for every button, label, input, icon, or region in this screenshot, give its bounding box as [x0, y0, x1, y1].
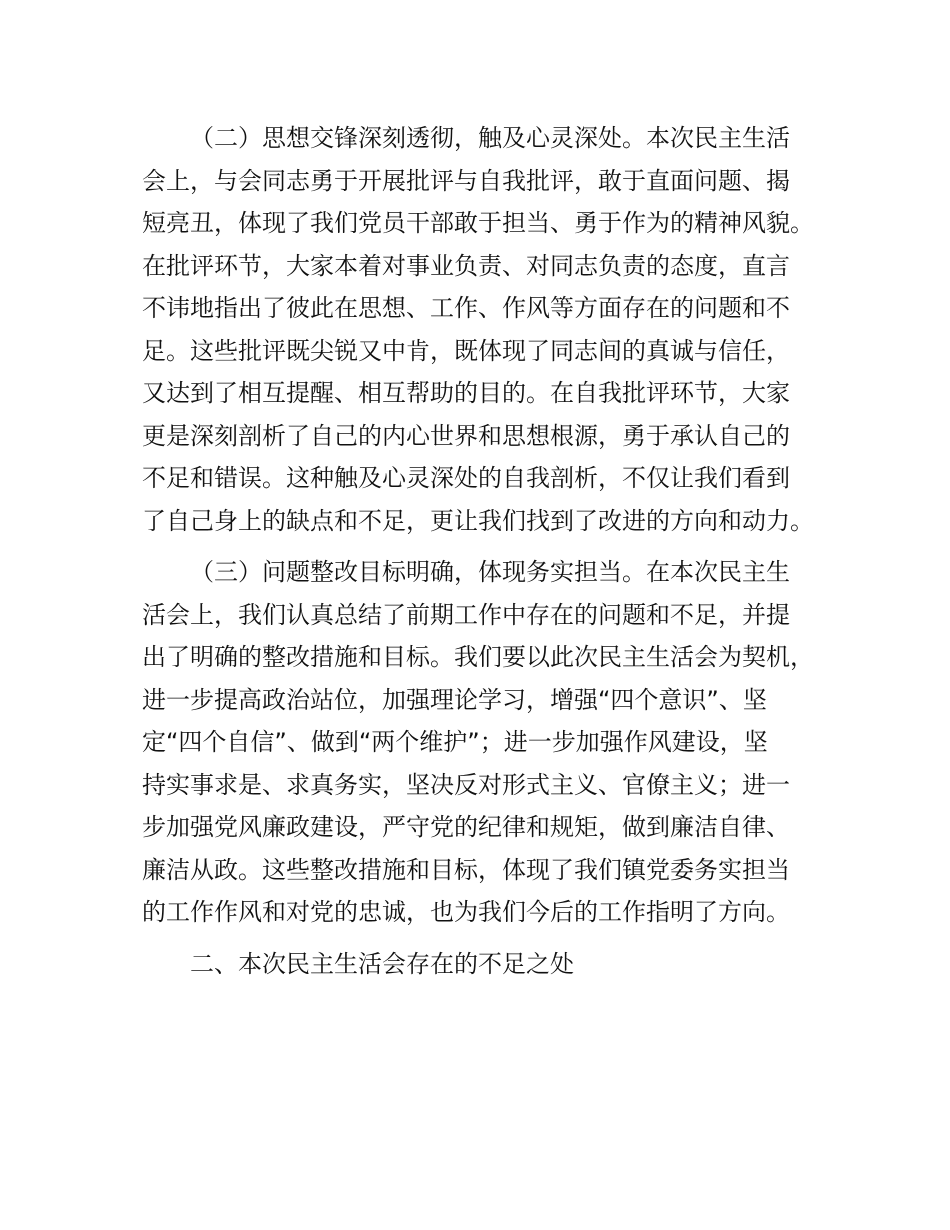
text-line: 不讳地指出了彼此在思想、工作、作风等方面存在的问题和不: [142, 294, 790, 322]
text-line: 在批评环节，大家本着对事业负责、对同志负责的态度，直言: [142, 251, 790, 280]
text-line: 步加强党风廉政建设，严守党的纪律和规矩，做到廉洁自律、: [142, 813, 790, 841]
text-line: （二）思想交锋深刻透彻，触及心灵深处。本次民主生活: [190, 124, 790, 152]
paragraph-ideological-exchange: [142, 117, 832, 542]
text-line: 持实事求是、求真务实，坚决反对形式主义、官僚主义；进一: [142, 770, 790, 799]
paragraph-spacer: [142, 542, 832, 551]
text-line: 的工作作风和对党的忠诚，也为我们今后的工作指明了方向。: [142, 898, 790, 926]
text-line: 了自己身上的缺点和不足，更让我们找到了改进的方向和动力。: [142, 506, 814, 535]
text-line: （三）问题整改目标明确，体现务实担当。在本次民主生: [190, 558, 790, 586]
text-line: 又达到了相互提醒、相互帮助的目的。在自我批评环节，大家: [142, 379, 790, 407]
text-line: 短亮丑，体现了我们党员干部敢于担当、勇于作为的精神风貌。: [142, 209, 814, 237]
text-line: 廉洁从政。这些整改措施和目标，体现了我们镇党委务实担当: [142, 855, 790, 884]
text-line: 进一步提高政治站位，加强理论学习，增强“四个意识”、坚: [142, 685, 767, 714]
paragraph-rectification-goals: [142, 551, 832, 934]
text-line: 活会上，我们认真总结了前期工作中存在的问题和不足，并提: [142, 600, 790, 629]
text-line: 定“四个自信”、做到“两个维护”；进一步加强作风建设，坚: [142, 728, 768, 756]
text-line: 会上，与会同志勇于开展批评与自我批评，敢于直面问题、揭: [142, 166, 790, 195]
text-line: 不足和错误。这种触及心灵深处的自我剖析，不仅让我们看到: [142, 464, 790, 492]
text-line: 出了明确的整改措施和目标。我们要以此次民主生活会为契机，: [142, 643, 814, 671]
text-line: 更是深刻剖析了自己的内心世界和思想根源，勇于承认自己的: [142, 421, 790, 450]
paragraph-spacer: [142, 934, 832, 943]
section-heading: 二、本次民主生活会存在的不足之处: [190, 949, 574, 978]
text-line: 足。这些批评既尖锐又中肯，既体现了同志间的真诚与信任，: [142, 336, 790, 365]
document-body: [142, 117, 832, 985]
